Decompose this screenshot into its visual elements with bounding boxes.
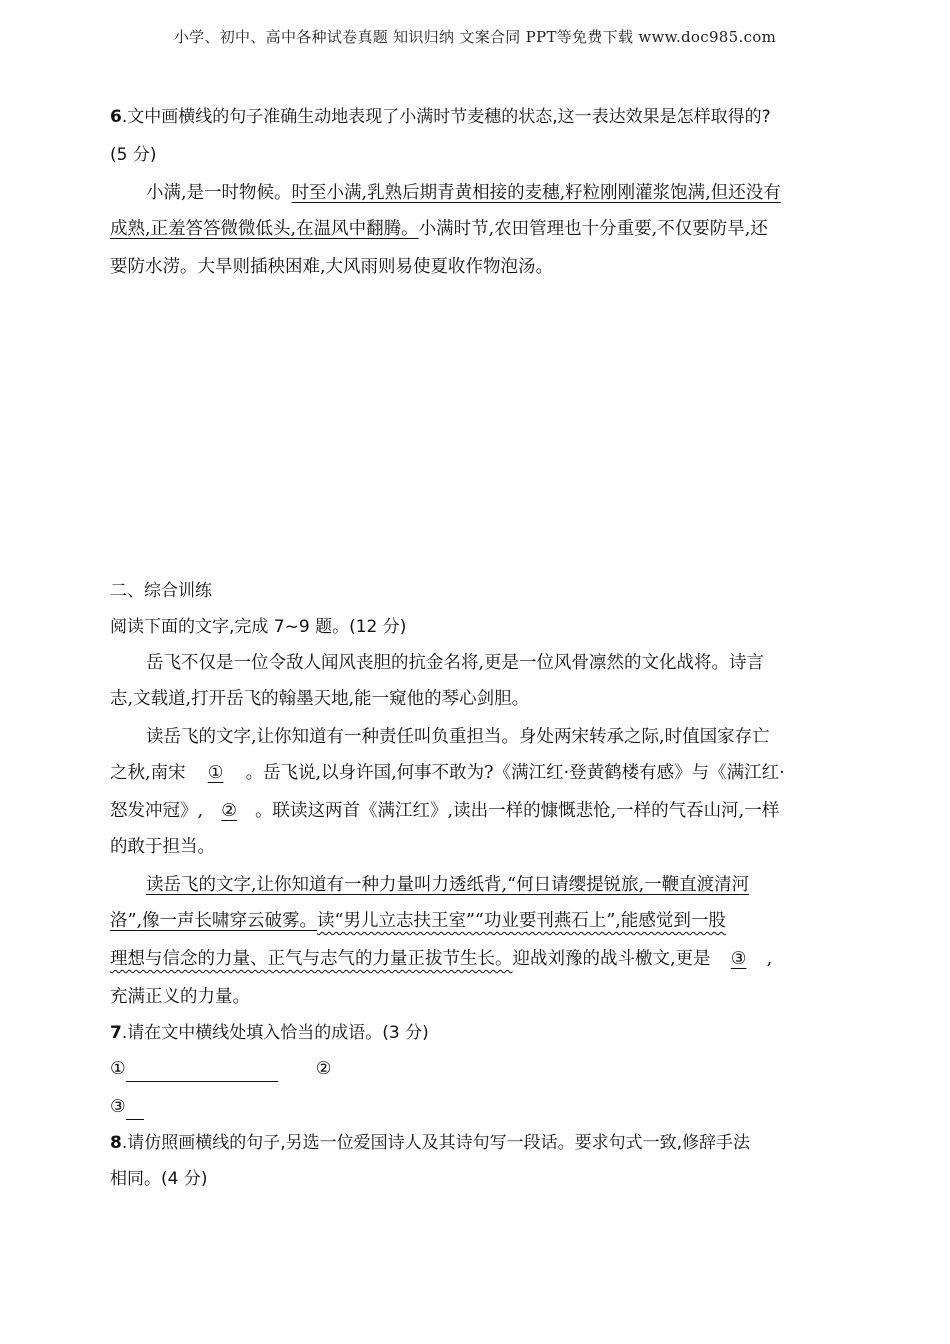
passage-line: 的敢于担当。 [110,837,215,857]
question-6 [110,104,771,130]
wavy-underlined-sentence: 读“男儿立志扶王室”“功业要刊燕石上”,能感觉到一股 [317,911,726,931]
question-8 [110,1130,750,1156]
question-number: 6 [110,107,122,127]
underlined-sentence: 时至小满,乳熟后期青黄相接的麦穗,籽粒刚刚灌浆饱满,但还没有 [291,183,781,203]
section-title: 二、综合训练 [110,581,212,601]
passage-line [110,760,785,786]
section-instruction: 阅读下面的文字,完成 7~9 题。(12 分) [110,617,407,637]
passage-text: 迎战刘豫的战斗檄文,更是 [512,949,711,969]
passage-text: 。联读这两首《满江红》,读出一样的慷慨悲怆,一样的气吞山河,一样 [255,801,780,821]
passage-line: 志,文载道,打开岳飞的翰墨天地,能一窥他的琴心剑胆。 [110,689,530,709]
wavy-underlined-sentence: 理想与信念的力量、正气与志气的力量正拔节生长。 [110,949,513,969]
passage-line [146,872,749,898]
page-header: 小学、初中、高中各种试卷真题 知识归纳 文案合同 PPT等免费下载 www.doc985.com [173,28,777,46]
question-score: (5 分) [110,145,157,165]
fill-blank-1[interactable]: ① [207,763,224,783]
question-text: .请在文中横线处填入恰当的成语。(3 分) [121,1023,429,1043]
passage-text: 。岳飞说,以身许国,何事不敢为?《满江红·登黄鹤楼有感》与《满江红· [245,763,785,783]
question-text-cont: 相同。(4 分) [110,1169,208,1189]
passage-line: 读岳飞的文字,让你知道有一种责任叫负重担当。身处两宋转承之际,时值国家存亡 [146,727,770,747]
fill-blank-3[interactable]: ③ [730,949,747,969]
question-text: .请仿照画横线的句子,另选一位爱国诗人及其诗句写一段话。要求句式一致,修辞手法 [121,1133,751,1153]
question-7 [110,1020,429,1046]
answer-label-2: ② [315,1059,332,1079]
passage-text: 小满,是一时物候。 [146,183,292,203]
underlined-sentence: 读岳飞的文字,让你知道有一种力量叫力透纸背,“何日请缨提锐旅,一鞭直渡清河 [146,875,750,895]
question-text: .文中画横线的句子准确生动地表现了小满时节麦穗的状态,这一表达效果是怎样取得的? [121,107,771,127]
answer-line-1[interactable] [126,1063,278,1082]
passage-text: 之秋,南宋 [110,763,186,783]
passage-line [110,946,772,972]
passage-line: 充满正义的力量。 [110,987,250,1007]
answer-line-3[interactable] [126,1101,144,1120]
passage-line [146,180,781,206]
answer-label-1: ① [110,1059,126,1079]
question-number: 8 [110,1133,122,1153]
passage-text: 怒发冲冠》, [110,801,204,821]
answer-label-3: ③ [110,1097,126,1117]
passage-line: 要防水涝。大旱则插秧困难,大风雨则易使夏收作物泡汤。 [110,257,554,277]
passage-line [110,908,726,934]
question-number: 7 [110,1023,122,1043]
underlined-sentence: 洛”,像一声长啸穿云破雾。 [110,911,318,931]
passage-line [110,216,768,242]
passage-line: 岳飞不仅是一位令敌人闻风丧胆的抗金名将,更是一位风骨凛然的文化战将。诗言 [146,653,765,673]
passage-text: 小满时节,农田管理也十分重要,不仅要防旱,还 [418,219,768,239]
underlined-sentence: 成熟,正羞答答微微低头,在温风中翻腾。 [110,219,419,239]
passage-text: , [766,949,773,969]
answer-row [110,1094,144,1120]
answer-row [110,1056,331,1082]
fill-blank-2[interactable]: ② [221,801,237,821]
passage-line [110,798,779,824]
